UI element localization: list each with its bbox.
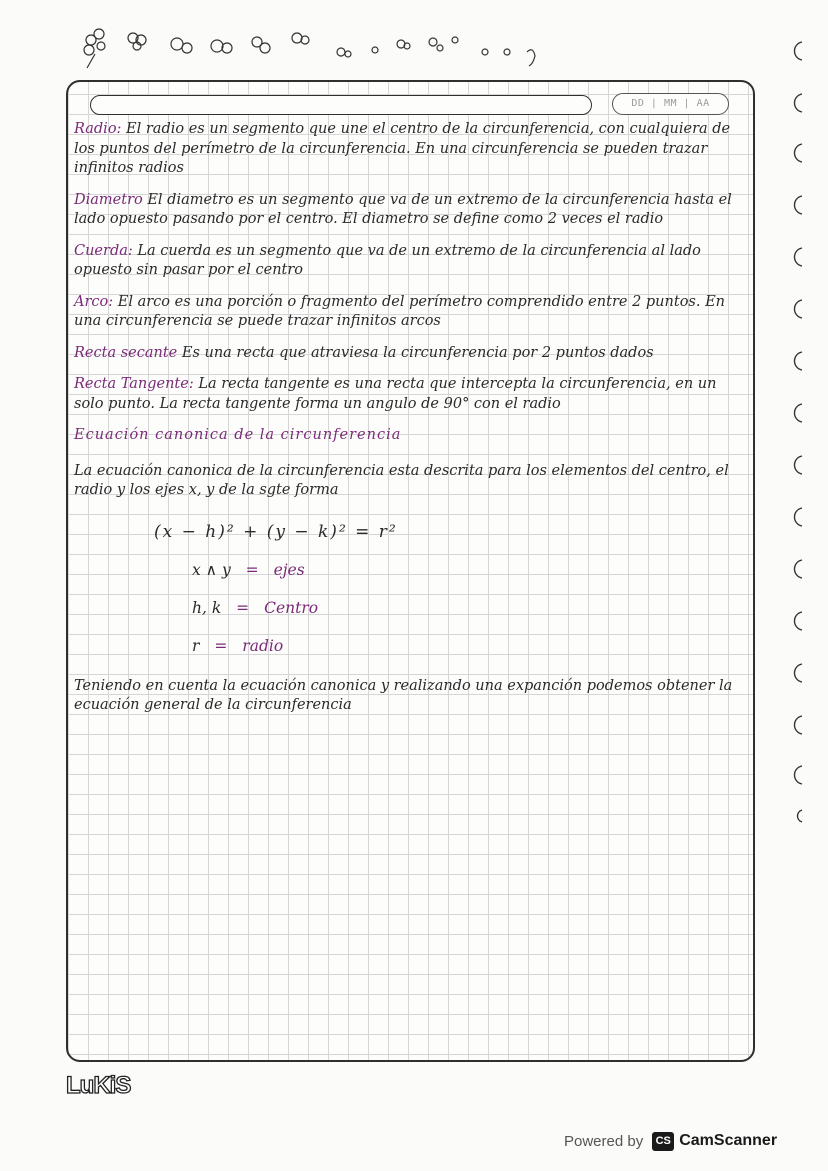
term-cuerda: Cuerda: — [74, 242, 133, 259]
text-arco: El arco es una porción o fragmento del perímetro comprendido entre 2 puntos. En una circunferencia se puede trazar infinitos arcos — [74, 293, 726, 329]
meaning-centro: Centro — [264, 598, 319, 617]
notebook-page — [66, 80, 755, 1062]
formula-block — [154, 513, 734, 665]
ecuacion-intro: La ecuación canonica de la circunferencia esta descrita para los elementos del centro, el radio y los ejes x, y de la sgte forma — [74, 462, 729, 498]
formula-line-ejes — [192, 551, 734, 589]
term-secante: Recta secante — [74, 344, 178, 361]
title-field — [90, 95, 592, 115]
camscanner-footer — [564, 1128, 816, 1154]
camscanner-icon: CS — [652, 1132, 674, 1151]
text-tangente: La recta tangente es una recta que intercepta la circunferencia, en un solo punto. La recta tangente forma un angulo de 90° con el radio — [74, 376, 717, 412]
closing-text: Teniendo en cuenta la ecuación canonica y realizando una expanción podemos obtener la ecuación general de la circunferencia — [74, 677, 733, 713]
text-cuerda: La cuerda es un segmento que va de un extremo de la circunferencia al lado opuesto sin pasar por el centro — [74, 242, 701, 278]
formula-line-radio — [192, 627, 734, 665]
text-diametro: El diametro es un segmento que va de un extremo de la circunferencia hasta el lado opuesto pasando por el centro. El diametro se define como 2 veces el radio — [74, 191, 732, 227]
equals-radio: = — [214, 636, 228, 655]
symbol-ejes: x ∧ y — [192, 560, 231, 579]
powered-by-text: Powered by — [564, 1132, 644, 1150]
symbol-radio: r — [192, 636, 200, 655]
flower-doodles — [75, 18, 555, 76]
note-cuerda — [74, 242, 734, 281]
signature-logo: LuKiS — [66, 1072, 131, 1099]
equals-ejes: = — [245, 560, 259, 579]
note-tangente — [74, 375, 734, 414]
term-diametro: Diametro — [74, 191, 143, 208]
notes-content — [74, 120, 734, 728]
term-radio: Radio: — [74, 121, 122, 137]
formula-main: (x − h)² + (y − k)² = r² — [154, 521, 398, 542]
ecuacion-heading: Ecuación canonica de la circunferencia — [74, 427, 402, 443]
formula-line-centro — [192, 589, 734, 627]
symbol-centro: h, k — [192, 598, 222, 617]
equals-centro: = — [236, 598, 250, 617]
note-secante — [74, 344, 734, 364]
term-tangente: Recta Tangente: — [74, 376, 194, 392]
meaning-radio: radio — [242, 636, 284, 655]
note-radio — [74, 120, 734, 179]
text-secante: Es una recta que atraviesa la circunferencia por 2 puntos dados — [181, 344, 654, 361]
meaning-ejes: ejes — [273, 560, 305, 579]
notebook-spiral — [786, 30, 816, 830]
camscanner-brand: CamScanner — [679, 1132, 778, 1149]
note-diametro — [74, 191, 734, 230]
note-arco — [74, 293, 734, 332]
text-radio: El radio es un segmento que une el centro de la circunferencia, con cualquiera de los puntos del perímetro de la circunferencia. En una circunferencia se pueden trazar infinitos radios — [74, 121, 731, 176]
term-arco: Arco: — [74, 293, 114, 310]
date-field: DD | MM | AA — [612, 93, 729, 115]
